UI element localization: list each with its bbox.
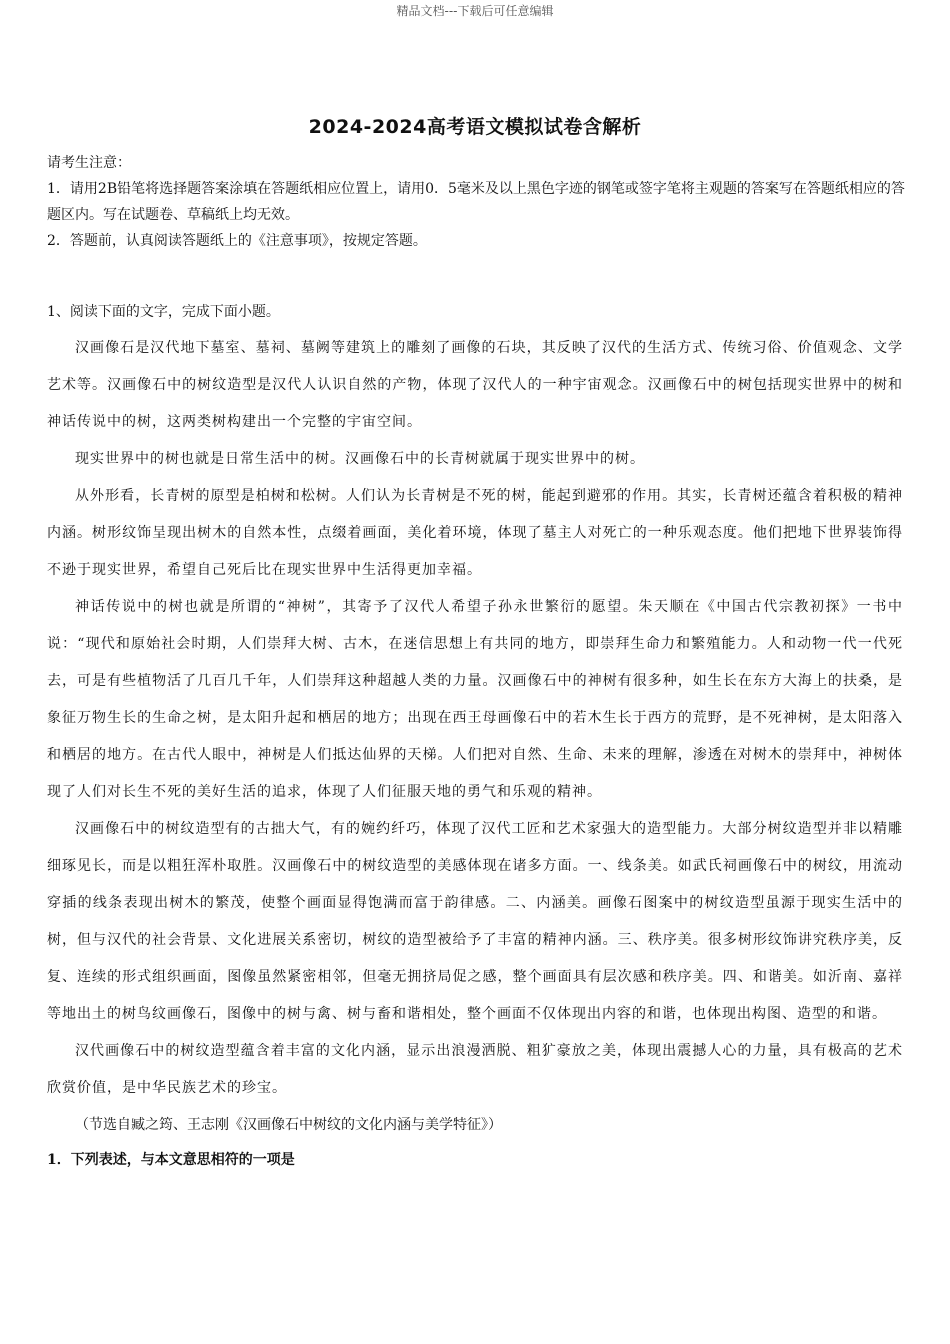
passage-source: （节选自臧之筠、王志刚《汉画像石中树纹的文化内涵与美学特征》） [75,1117,502,1133]
notice-item-1: 1．请用2B铅笔将选择题答案涂填在答题纸相应位置上，请用0．5毫米及以上黑色字迹的钢笔或签字笔将主观题的答案写在答题纸相应的答题区内。写在试题卷、草稿纸上均无效。 [47,181,905,223]
document-title: 2024-2024高考语文模拟试卷含解析 [308,116,642,138]
passage-paragraph-6: 汉代画像石中的树纹造型蕴含着丰富的文化内涵，显示出浪漫洒脱、粗犷豪放之美，体现出震撼人心的力量，具有极高的艺术欣赏价值，是中华民族艺术的珍宝。 [47,1043,903,1096]
passage-paragraph-3: 从外形看，长青树的原型是柏树和松树。人们认为长青树是不死的树，能起到避邪的作用。其实，长青树还蕴含着积极的精神内涵。树形纹饰呈现出树木的自然本性，点缀着画面，美化着环境，体现了墓主人对死亡的一种乐观态度。他们把地下世界装饰得不逊于现实世界，希望自己死后比在现实世界中生活得更加幸福。 [47,488,903,578]
notice-heading: 请考生注意： [47,155,131,171]
question-1-stem: 1．下列表述，与本文意思相符的一项是 [47,1152,295,1168]
notice-item-2: 2．答题前，认真阅读答题纸上的《注意事项》，按规定答题。 [47,233,427,249]
reading-section [47,300,903,1176]
passage-paragraph-4: 神话传说中的树也就是所谓的“神树”，其寄予了汉代人希望子孙永世繁衍的愿望。朱天顺在《中国古代宗教初探》一书中说：“现代和原始社会时期，人们崇拜大树、古木，在迷信思想上有共同的地方，即崇拜生命力和繁殖能力。人和动物一代一代死去，可是有些植物活了几百几千年，人们崇拜这种超越人类的力量。汉画像石中的神树有很多种，如生长在东方大海上的扶桑，是象征万物生长的生命之树，是太阳升起和栖居的地方；出现在西王母画像石中的若木生长于西方的荒野，是不死神树，是太阳落入和栖居的地方。在古代人眼中，神树是人们抵达仙界的天梯。人们把对自然、生命、未来的理解，渗透在对树木的崇拜中，神树体现了人们对长生不死的美好生活的追求，体现了人们征服天地的勇气和乐观的精神。 [47,599,903,800]
passage-paragraph-1: 汉画像石是汉代地下墓室、墓祠、墓阙等建筑上的雕刻了画像的石块，其反映了汉代的生活方式、传统习俗、价值观念、文学艺术等。汉画像石中的树纹造型是汉代人认识自然的产物，体现了汉代人的一种宇宙观念。汉画像石中的树包括现实世界中的树和神话传说中的树，这两类树构建出一个完整的宇宙空间。 [47,340,903,430]
passage-paragraph-5: 汉画像石中的树纹造型有的古拙大气，有的婉约纤巧，体现了汉代工匠和艺术家强大的造型能力。大部分树纹造型并非以精雕细琢见长，而是以粗狂浑朴取胜。汉画像石中的树纹造型的美感体现在诸多方面。一、线条美。如武氏祠画像石中的树纹，用流动穿插的线条表现出树木的繁茂，使整个画面显得饱满而富于韵律感。二、内涵美。画像石图案中的树纹造型虽源于现实生活中的树，但与汉代的社会背景、文化进展关系密切，树纹的造型被给予了丰富的精神内涵。三、秩序美。很多树形纹饰讲究秩序美，反复、连续的形式组织画面，图像虽然紧密相邻，但毫无拥挤局促之感，整个画面具有层次感和秩序美。四、和谐美。如沂南、嘉祥等地出土的树鸟纹画像石，图像中的树与禽、树与畜和谐相处，整个画面不仅体现出内容的和谐，也体现出构图、造型的和谐。 [47,821,903,1022]
question-heading: 1、阅读下面的文字，完成下面小题。 [47,304,280,320]
exam-notice [47,150,907,254]
passage-paragraph-2: 现实世界中的树也就是日常生活中的树。汉画像石中的长青树就属于现实世界中的树。 [75,451,645,467]
watermark-header: 精品文档---下载后可任意编辑 [396,4,554,18]
